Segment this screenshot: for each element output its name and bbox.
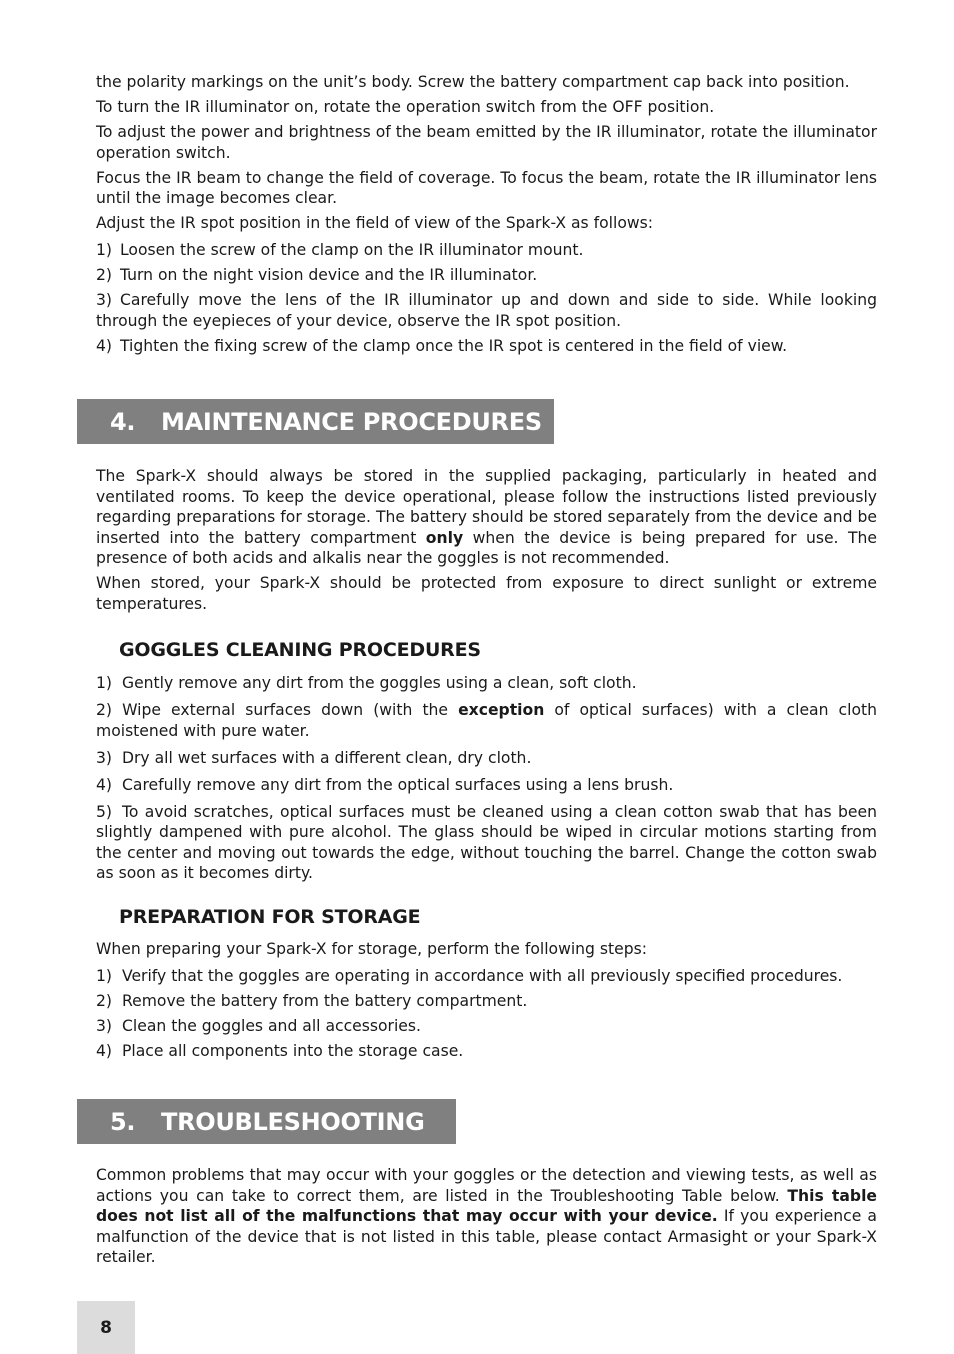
cleaning-step-1 — [96, 673, 877, 694]
emphasis-disclaimer: This table does not list all of the malfunctions that may occur with your device. — [96, 1186, 877, 1225]
text-run: when the device is being prepared for use. The presence of both acids and alkalis near the goggles is not recommended. — [96, 528, 877, 567]
step-number: 5) — [96, 802, 113, 821]
intro-paragraph-5: Adjust the IR spot position in the field of view of the Spark-X as follows: — [96, 214, 653, 232]
text-run: of optical surfaces) with a clean cloth moistened with pure water. — [96, 701, 877, 740]
step-text: Verify that the goggles are operating in accordance with all previously specified procedures. — [122, 966, 843, 985]
intro-paragraph-3: To adjust the power and brightness of the beam emitted by the IR illuminator, rotate the illuminator operation switch. — [96, 123, 877, 162]
step-text: Carefully move the lens of the IR illuminator up and down and side to side. While looking through the eyepieces of your device, observe the IR spot position. — [96, 291, 877, 330]
step-text: To avoid scratches, optical surfaces must be cleaned using a clean cotton swab that has been slightly dampened with pure alcohol. The glass should be wiped in circular motions starting from the center and moving out towards the edge, without touching the barrel. Change the cotton swab as soon as it becomes dirty. — [96, 802, 877, 882]
ir-step-2 — [96, 265, 877, 286]
step-text: Tighten the fixing screw of the clamp once the IR spot is centered in the field of view. — [120, 336, 788, 355]
storage-step-4 — [96, 1041, 877, 1062]
page-content — [96, 72, 877, 1268]
storage-intro: When preparing your Spark-X for storage, perform the following steps: — [96, 939, 648, 958]
step-number: 1) — [96, 674, 113, 692]
step-text: Gently remove any dirt from the goggles using a clean, soft cloth. — [122, 674, 637, 692]
ir-step-4 — [96, 336, 877, 357]
subheading-cleaning: GOGGLES CLEANING PROCEDURES — [119, 639, 481, 661]
step-number: 3) — [96, 748, 113, 767]
storage-step-2 — [96, 991, 877, 1012]
step-text: Place all components into the storage case. — [122, 1041, 464, 1060]
step-text: Remove the battery from the battery compartment. — [122, 991, 528, 1010]
step-number: 2) — [96, 991, 113, 1010]
step-number: 4) — [96, 775, 113, 794]
ir-step-3 — [96, 290, 877, 331]
page-number: 8 — [77, 1301, 135, 1354]
maintenance-paragraph-1 — [96, 466, 877, 569]
step-text: Dry all wet surfaces with a different clean, dry cloth. — [122, 748, 532, 767]
section-heading-maintenance — [77, 399, 554, 444]
text-run: The Spark-X should always be stored in the supplied packaging, particularly in heated and ventilated rooms. To keep the device operational, please follow the instructions listed previously regarding preparations for storage. The battery should be stored separately from the device and be inserted into the battery compartment — [96, 467, 877, 547]
section-number: 5. — [110, 1107, 136, 1136]
text-run: Common problems that may occur with your goggles or the detection and viewing tests, as well as actions you can take to correct them, are listed in the Troubleshooting Table below. — [96, 1166, 877, 1205]
section-heading-troubleshooting — [77, 1099, 456, 1144]
text-run: If you experience a malfunction of the device that is not listed in this table, please contact Armasight or your Spark-X retailer. — [96, 1207, 877, 1266]
section-title: MAINTENANCE PROCEDURES — [161, 407, 542, 436]
emphasis-only: only — [425, 528, 464, 547]
intro-paragraph-1: the polarity markings on the unit’s body. Screw the battery compartment cap back into position. — [96, 73, 850, 91]
cleaning-step-5 — [96, 802, 877, 884]
storage-step-1 — [96, 966, 877, 987]
step-number: 4) — [96, 1041, 113, 1060]
intro-paragraph-2: To turn the IR illuminator on, rotate the operation switch from the OFF position. — [96, 98, 715, 116]
step-text: Clean the goggles and all accessories. — [122, 1016, 421, 1035]
cleaning-step-3 — [96, 748, 877, 769]
step-text: Carefully remove any dirt from the optical surfaces using a lens brush. — [122, 775, 674, 794]
step-number: 1) — [96, 966, 113, 985]
section-title: TROUBLESHOOTING — [161, 1107, 425, 1136]
storage-step-3 — [96, 1016, 877, 1037]
step-text: Loosen the screw of the clamp on the IR illuminator mount. — [120, 241, 584, 259]
cleaning-step-4 — [96, 775, 877, 796]
step-number: 3) — [96, 1016, 113, 1035]
maintenance-paragraph-2: When stored, your Spark-X should be protected from exposure to direct sunlight or extreme temperatures. — [96, 574, 877, 613]
section-number: 4. — [110, 407, 136, 436]
troubleshooting-paragraph — [96, 1165, 877, 1268]
step-number: 4) — [96, 336, 113, 355]
ir-step-1 — [96, 240, 877, 261]
step-text: Turn on the night vision device and the IR illuminator. — [120, 266, 538, 284]
text-run: 2) Wipe external surfaces down (with the — [96, 701, 459, 719]
cleaning-step-2 — [96, 700, 877, 741]
emphasis-exception: exception — [458, 701, 545, 719]
intro-paragraph-4: Focus the IR beam to change the field of coverage. To focus the beam, rotate the IR illuminator lens until the image becomes clear. — [96, 168, 877, 207]
step-number: 2) — [96, 266, 113, 284]
step-number: 3) — [96, 291, 113, 309]
step-number: 1) — [96, 241, 113, 259]
subheading-storage: PREPARATION FOR STORAGE — [119, 905, 421, 928]
